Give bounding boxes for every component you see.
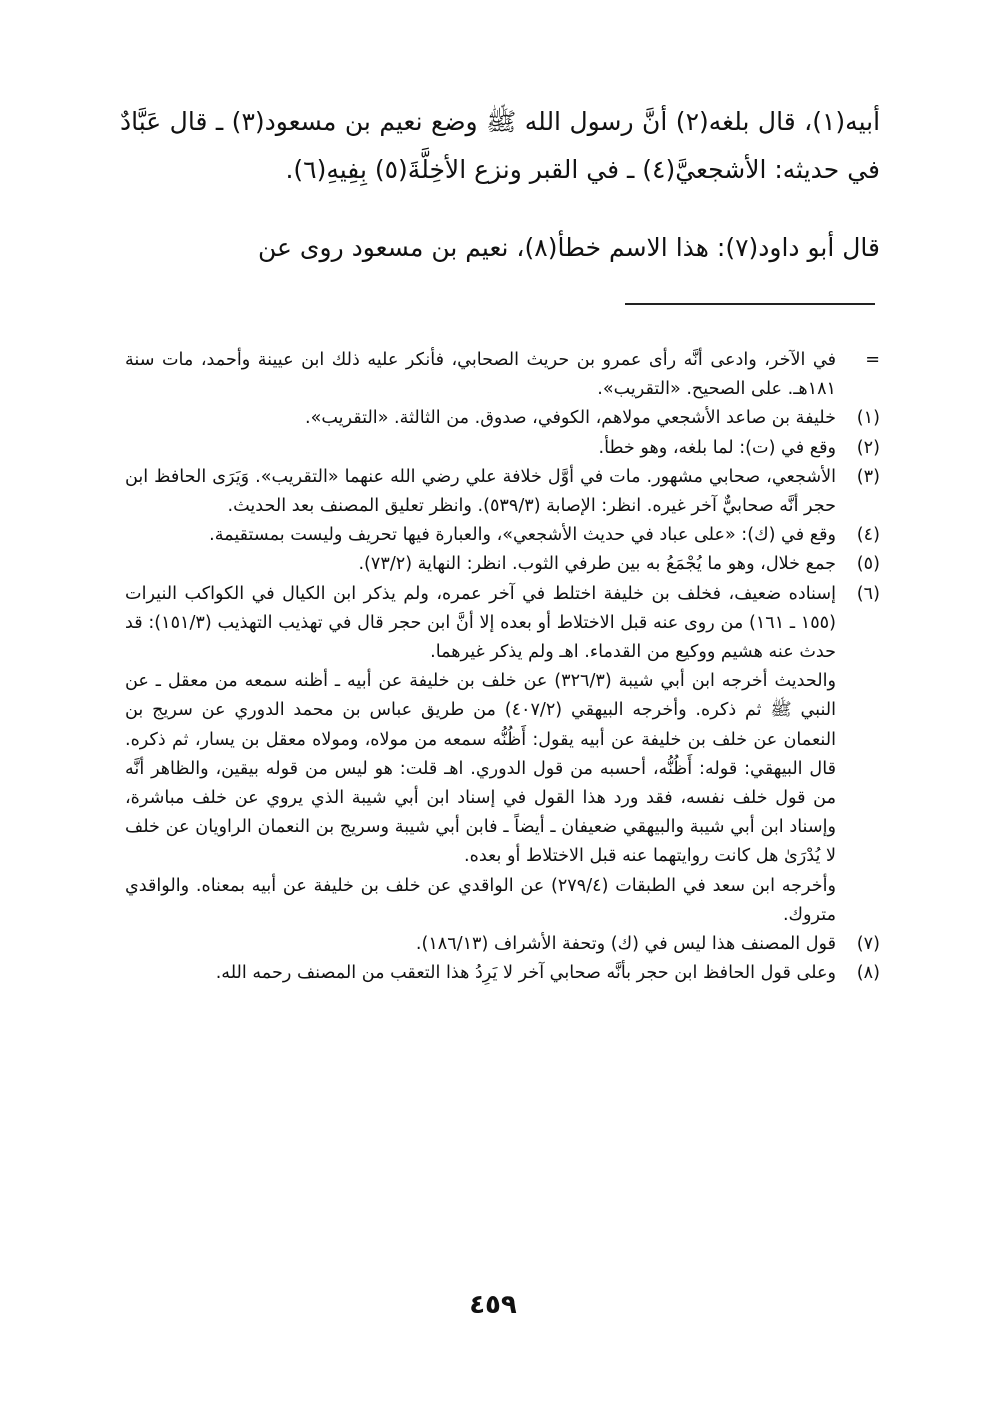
footnote-paragraph: جمع خلال، وهو ما يُجْمَعُ به بين طرفي الثوب. انظر: النهاية (٧٣/٢). (358, 554, 836, 575)
footnote-body (125, 463, 836, 521)
footnote-paragraph: والحديث أخرجه ابن أبي شيبة (٣٢٦/٣) عن خلف بن خليفة عن أبيه ـ أظنه سمعه من معقل ـ عن النبي ﷺ ثم ذكره. وأخرجه البيهقي (٤٠٧/٢) من طريق عباس بن محمد الدوري عن سريج بن النعمان عن خلف بن خليفة عن أبيه يقول: أَظُنُّه سمعه من مولاه، ومولاه معقل بن يسار، ثم ذكره. قال البيهقي: قوله: أَظُنُّه، أحسبه من قول الدوري. اهـ قلت: هو ليس من قوله بيقين، والظاهر أنَّه من قول خلف نفسه، فقد ورد هذا القول في إسناد ابن أبي شيبة الذي يروي عن خلف مباشرة، وإسناد ابن أبي شيبة والبيهقي ضعيفان ـ أيضاً ـ فابن أبي شيبة وسريج بن النعمان الراويان عن خلف لا يُدْرَىٰ هل كانت روايتهما عنه قبل الاختلاط أو بعده. (125, 671, 836, 867)
footnote-body (125, 930, 836, 959)
footnote-paragraph: وأخرجه ابن سعد في الطبقات (٢٧٩/٤) عن الواقدي عن خلف بن خليفة عن أبيه بمعناه. والواقدي متروك. (125, 875, 836, 925)
footnote-item (125, 434, 880, 463)
footnote-number: (٨) (856, 963, 880, 984)
footnote-number: (٣) (856, 466, 880, 487)
footnote-item (125, 550, 880, 579)
main-text-paragraph-1: أبيه(١)، قال بلغه(٢) أنَّ رسول الله ﷺ وضع نعيم بن مسعود(٣) ـ قال عَبَّادٌ في حديثه: الأشجعيَّ(٤) ـ في القبر ونزع الأخِلَّةَ(٥) بِفِيهِ(٦). (120, 107, 881, 184)
footnote-paragraph: وعلى قول الحافظ ابن حجر بأنَّه صحابي آخر لا يَرِدُ هذا التعقب من المصنف رحمه الله. (215, 963, 836, 984)
footnote-number: (٥) (856, 554, 880, 575)
footnote-paragraph: قول المصنف هذا ليس في (ك) وتحفة الأشراف (١٨٦/١٣). (415, 934, 836, 955)
footnote-item (125, 346, 880, 404)
footnote-body (125, 521, 836, 550)
footnote-number: (٦) (856, 583, 880, 604)
footnote-body (125, 404, 836, 433)
footnote-body (125, 550, 836, 579)
footnote-body (125, 346, 836, 404)
footnote-item (125, 521, 880, 550)
footnote-body (125, 580, 836, 930)
footnote-paragraph: الأشجعي، صحابي مشهور. مات في أوَّل خلافة علي رضي الله عنهما «التقريب». وَيَرَى الحافظ ابن حجر أنَّه صحابيٌّ آخر غيره. انظر: الإصابة (٥٣٩/٣). وانظر تعليق المصنف بعد الحديث. (125, 466, 836, 517)
footnotes-section (125, 346, 880, 988)
main-text-paragraph-2: قال أبو داود(٧): هذا الاسم خطأ(٨)، نعيم بن مسعود روى عن (258, 233, 880, 262)
footnote-number: (٤) (856, 525, 880, 546)
footnote-number: = (865, 350, 880, 370)
footnote-number: (١) (856, 408, 880, 429)
footnote-number: (٢) (856, 437, 880, 458)
footnote-separator (625, 303, 875, 305)
footnote-paragraph: في الآخر، وادعى أنَّه رأى عمرو بن حريث الصحابي، فأنكر عليه ذلك ابن عيينة وأحمد، مات سنة ١٨١هـ. على الصحيح. «التقريب». (125, 350, 836, 400)
footnote-paragraph: خليفة بن صاعد الأشجعي مولاهم، الكوفي، صدوق. من الثالثة. «التقريب». (305, 408, 836, 429)
footnote-item (125, 959, 880, 988)
page-number: ٤٥٩ (469, 1290, 517, 1320)
footnote-number: (٧) (856, 934, 880, 955)
footnote-item (125, 463, 880, 521)
footnote-body (125, 959, 836, 988)
footnote-body (125, 434, 836, 463)
footnote-paragraph: إسناده ضعيف، فخلف بن خليفة اختلط في آخر عمره، ولم يذكر ابن الكيال في الكواكب النيرات (١٥٥ ـ ١٦١) من روى عنه قبل الاختلاط أو بعده إلا أنَّ ابن حجر قال في تهذيب التهذيب (١٥١/٣): قد حدث عنه هشيم ووكيع من القدماء. اهـ ولم يذكر غيرهما. (125, 583, 837, 663)
footnote-item (125, 580, 880, 930)
footnote-paragraph: وقع في (ك): «على عباد في حديث الأشجعي»، والعبارة فيها تحريف وليست بمستقيمة. (209, 525, 836, 546)
footnote-item (125, 404, 880, 433)
footnote-paragraph: وقع في (ت): لما بلغه، وهو خطأ. (598, 437, 836, 458)
footnote-item (125, 930, 880, 959)
